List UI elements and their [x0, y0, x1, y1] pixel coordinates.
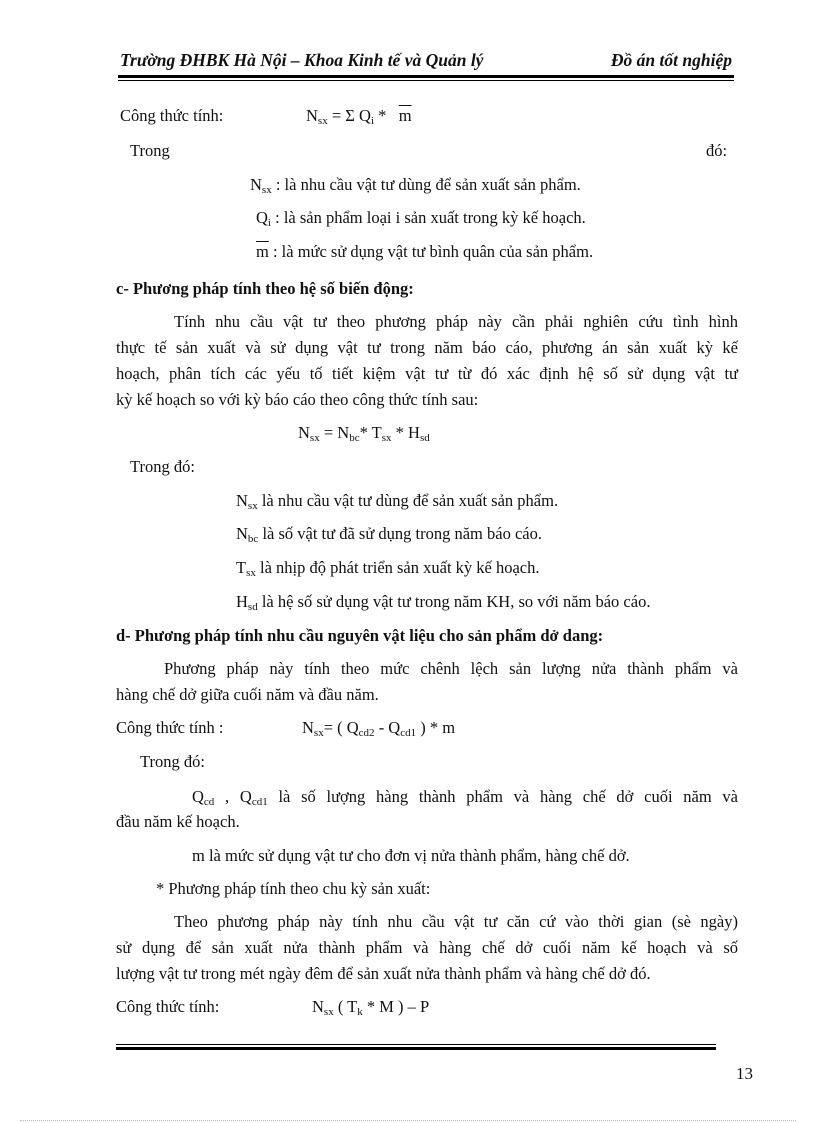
qcd-line-1: $Q_{cd}$ , $Q_{cd1}$ là số lượng hàng thành phẩm và hàng chế dở cuối năm và [192, 787, 738, 808]
para-c-line-4: kỳ kế hoạch so với kỳ báo cáo theo công thức tính sau: [116, 390, 479, 409]
def2-nsx: $N_{sx}$ là nhu cầu vật tư dùng để sản xuất sản phẩm. [236, 491, 559, 512]
def-qi: $Q_i$ : là sản phẩm loại i sản xuất trong kỳ kế hoạch. [256, 208, 586, 229]
footer-rule-thin [116, 1044, 716, 1045]
trong-left: Trong [130, 141, 170, 160]
page-header [118, 48, 734, 74]
def-m: $\overline{m}$ : là mức sử dụng vật tư bình quân của sản phẩm. [256, 242, 594, 261]
para-e-line-3: lượng vật tư trong mét ngày đêm để sản xuất nửa thành phẩm và hàng chế dở đó. [116, 964, 651, 983]
para-d-line-1: Phương pháp này tính theo mức chênh lệch sản lượng nửa thành phẩm và [164, 659, 738, 678]
section-d-heading: d- Phương pháp tính nhu cầu nguyên vật liệu cho sản phẩm dở dang: [116, 626, 604, 645]
page-edge-dotted-line [20, 1120, 796, 1121]
formula-1: $N_{sx} = \Sigma$ $Q_i$ * $\overline{m}$ [306, 106, 412, 127]
footer-rule [116, 1047, 716, 1050]
para-e-line-1: Theo phương pháp này tính nhu cầu vật tư căn cứ vào thời gian (sè ngày) [174, 912, 738, 931]
para-c-line-1: Tính nhu cầu vật tư theo phương pháp này cần phải nghiên cứu tình hình [174, 312, 738, 331]
formula-3-label: Công thức tính : [116, 718, 224, 737]
def-nsx: $N_{sx}$ : là nhu cầu vật tư dùng để sản xuất sản phẩm. [250, 175, 581, 196]
formula-2: $N_{sx} = N_{bc}*$ $T_{sx} * H_{sd}$ [298, 423, 430, 444]
section-c-heading: c- Phương pháp tính theo hệ số biến động: [116, 279, 414, 298]
qcd-line-2: đầu năm kế hoạch. [116, 812, 240, 831]
cycle-method-heading: * Phương pháp tính theo chu kỳ sản xuất: [156, 879, 431, 898]
formula-4-label: Công thức tính: [116, 997, 220, 1016]
m-definition: m là mức sử dụng vật tư cho đơn vị nửa thành phẩm, hàng chế dở. [192, 846, 630, 865]
def2-hsd: $H_{sd}$ là hệ số sử dụng vật tư trong năm KH, so với năm báo cáo. [236, 592, 651, 613]
header-rule-thin [118, 80, 734, 81]
def2-nbc: $N_{bc}$ là số vật tư đã sử dụng trong năm báo cáo. [236, 524, 542, 545]
def2-tsx: $T_{sx}$ là nhịp độ phát triển sản xuất kỳ kế hoạch. [236, 558, 540, 579]
para-e-line-2: sử dụng để sản xuất nửa thành phẩm và hàng chế dở cuối năm kế hoạch và số [116, 938, 738, 957]
para-d-line-2: hàng chế dở giữa cuối năm và đầu năm. [116, 685, 379, 704]
formula-3: $N_{sx}=$ ( $Q_{cd2} - Q_{cd1}$ ) * m [302, 718, 456, 739]
page-number: 13 [736, 1064, 753, 1083]
header-doc-type: Đồ án tốt nghiệp [610, 50, 732, 70]
trong-right: đó: [706, 141, 728, 160]
para-c-line-2: thực tế sản xuất và sử dụng vật tư trong năm báo cáo, phương án sản xuất kỳ kế [116, 338, 738, 357]
formula-1-label: Công thức tính: [120, 106, 224, 125]
para-c-line-3: hoạch, phân tích các yếu tố tiết kiệm vật tư từ đó xác định hệ số sử dụng vật tư [116, 364, 738, 383]
header-institution: Trường ĐHBK Hà Nội – Khoa Kinh tế và Quản lý [120, 50, 484, 70]
trong-do-1: Trong đó: [130, 457, 195, 476]
header-rule [118, 75, 734, 78]
trong-do-2: Trong đó: [140, 752, 205, 771]
formula-4: $N_{sx}$ ( $T_k$ * M ) – P [312, 997, 430, 1018]
